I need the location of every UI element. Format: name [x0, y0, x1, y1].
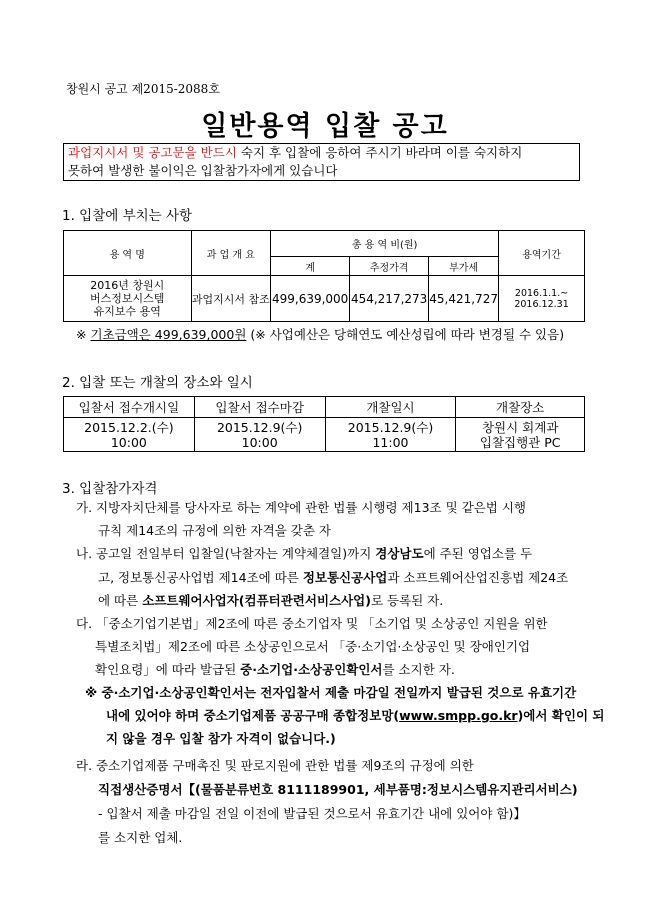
- opening-time: 11:00: [372, 434, 409, 450]
- service-name-line1: 2016년 창원시: [90, 279, 165, 292]
- item-na-line1: [76, 545, 532, 562]
- header-vat: 부가세: [429, 257, 499, 276]
- smpp-link[interactable]: www.smpp.go.kr: [399, 708, 518, 723]
- opening-place-line1: 창원시 회계과: [481, 419, 559, 435]
- na3-license: 소프트웨어사업자(컴퓨터관련서비스사업): [142, 593, 371, 608]
- star2-text: 내에 있어야 하며 중소기업제품 공공구매 종합정보망(: [106, 708, 400, 723]
- na-text-end: 에 주된 영업소를 두: [423, 546, 533, 561]
- header-bid-deadline: 입찰서 접수마감: [194, 397, 325, 418]
- bid-items-table: [63, 230, 585, 322]
- star-note-line1: ※ 중·소기업·소상공인확인서는 전자입찰서 제출 마감일 전일까지 발급된 것으로 유효기간: [85, 685, 577, 700]
- service-name-line3: 유지보수 용역: [93, 305, 161, 318]
- na-text: 나. 공고일 전일부터 입찰일(낙찰자는 계약체결일)까지: [76, 546, 376, 561]
- cell-bid-deadline: [194, 418, 325, 452]
- warning-box: [63, 143, 580, 181]
- na3-text: 에 따른: [98, 593, 143, 608]
- item-ga-line2: 규칙 제14조의 규정에 의한 자격을 갖춘 자: [98, 523, 331, 538]
- section-3-heading: 3. 입찰참가자격: [62, 481, 158, 497]
- page-title: 일반용역 입찰 공고: [201, 111, 449, 142]
- bid-deadline-time: 10:00: [241, 434, 278, 450]
- da3-text: 확인요령」에 따라 발급된: [95, 662, 241, 677]
- warning-highlight: 과업지시서 및 공고문을 반드시: [68, 145, 237, 160]
- period-line1: 2016.1.1.~: [514, 287, 569, 299]
- cell-opening-place: [456, 418, 585, 452]
- da3-certificate: 중·소기업·소상공인확인서: [240, 662, 383, 677]
- na-region: 경상남도: [375, 546, 424, 561]
- cell-sum: 499,639,000: [271, 276, 350, 322]
- da3-text-end: 를 소지한 자.: [382, 662, 455, 677]
- header-period: 용역기간: [499, 231, 585, 276]
- schedule-table: [63, 396, 585, 452]
- section-1-heading: 1. 입찰에 부치는 사항: [62, 208, 193, 224]
- opening-date: 2015.12.9(수): [347, 419, 434, 435]
- na2-text: 고, 정보통신공사업법 제14조에 따른: [98, 570, 303, 585]
- bid-start-date: 2015.12.2.(수): [84, 419, 174, 435]
- star2-text-end: )에서 확인이 되: [517, 708, 605, 723]
- header-total-cost: 총 용 역 비(원): [271, 231, 499, 257]
- budget-note: (※ 사업예산은 당해연도 예산성립에 따라 변경될 수 있음): [246, 327, 565, 342]
- item-ra-line4: 를 소지한 업체.: [98, 830, 183, 845]
- item-da-line1: 다. 「중소기업기본법」제2조에 따른 중소기업자 및 「소기업 및 소상공인 지원을 위한: [76, 616, 548, 631]
- star-note-line2: [106, 707, 604, 724]
- base-amount-note: [76, 325, 564, 343]
- item-ra-line2: 직접생산증명서【(물품분류번호 8111189901, 세부품명:정보시스템유지관리서비스): [98, 782, 578, 797]
- period-line2: 2016.12.31: [514, 298, 569, 310]
- cell-estimated: 454,217,273: [350, 276, 429, 322]
- header-name: 용 역 명: [64, 231, 192, 276]
- cell-outline: 과업지시서 참조: [191, 276, 271, 322]
- item-ga-line1: 가. 지방자치단체를 당사자로 하는 계약에 관한 법률 시행령 제13조 및 같은법 시행: [76, 500, 526, 515]
- item-da-line3: [95, 661, 455, 678]
- bid-start-time: 10:00: [110, 434, 147, 450]
- item-na-line2: [98, 569, 568, 586]
- base-amount: 기초금액은 499,639,000원: [90, 327, 247, 342]
- na2-license: 정보통신공사업: [302, 570, 388, 585]
- item-da-line2: 특별조치법」제2조에 따른 소상공인으로서 「중·소기업·소상공인 및 장애인기업: [95, 639, 531, 654]
- header-sum: 계: [271, 257, 350, 276]
- item-na-line3: [98, 592, 443, 609]
- opening-place-line2: 입찰집행관 PC: [479, 434, 561, 450]
- header-opening-time: 개찰일시: [325, 397, 456, 418]
- na2-text-end: 과 소프트웨어산업진흥법 제24조: [387, 570, 569, 585]
- warning-line2: 못하여 발생한 불이익은 입찰참가자에게 있습니다: [68, 163, 338, 178]
- item-ra-line3: - 입찰서 제출 마감일 전일 이전에 발급된 것으로서 유효기간 내에 있어야 함)】: [98, 806, 526, 821]
- header-opening-place: 개찰장소: [456, 397, 585, 418]
- warning-line1: 숙지 후 입찰에 응하여 주시기 바라며 이를 숙지하지: [236, 145, 523, 160]
- cell-bid-start: [64, 418, 195, 452]
- section-2-heading: 2. 입찰 또는 개찰의 장소와 일시: [62, 375, 253, 391]
- header-outline: 과 업 개 요: [191, 231, 271, 276]
- bid-deadline-date: 2015.12.9(수): [216, 419, 303, 435]
- cell-period: [499, 276, 585, 322]
- cell-service-name: [64, 276, 192, 322]
- item-ra-line1: 라. 중소기업제품 구매촉진 및 판로지원에 관한 법률 제9조의 규정에 의한: [76, 758, 474, 773]
- service-name-line2: 버스정보시스템: [90, 292, 165, 305]
- notice-number: 창원시 공고 제2015-2088호: [66, 82, 220, 96]
- note-mark: ※: [76, 327, 91, 342]
- cell-vat: 45,421,727: [429, 276, 499, 322]
- header-estimated: 추정가격: [350, 257, 429, 276]
- cell-opening-time: [325, 418, 456, 452]
- header-bid-start: 입찰서 접수개시일: [64, 397, 195, 418]
- na3-text-end: 로 등록된 자.: [370, 593, 444, 608]
- star-note-line3: 지 않을 경우 입찰 참가 자격이 없습니다.): [106, 731, 336, 746]
